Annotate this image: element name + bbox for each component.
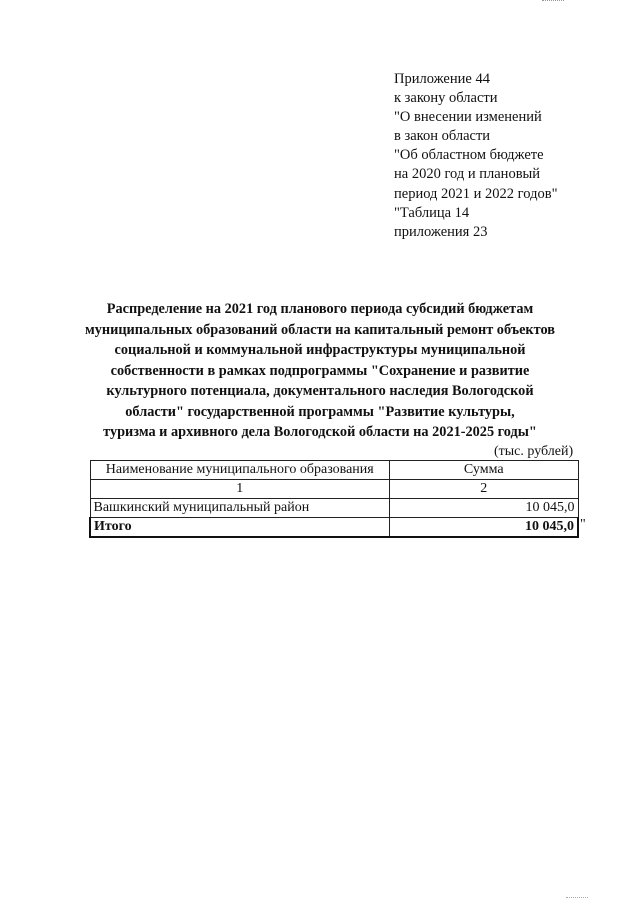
document-title [80,299,560,443]
header-amount: Сумма [390,461,579,480]
appendix-line: "О внесении изменений [394,109,542,126]
closing-quote: " [580,517,586,532]
title-line: области" государственной программы "Развитие культуры, [125,403,515,420]
column-number-row [90,480,578,499]
appendix-line: на 2020 год и плановый [394,166,541,183]
appendix-line: в закон области [394,128,491,145]
distribution-table [89,460,579,538]
appendix-line: к закону области [394,90,498,107]
column-number: 1 [90,480,390,499]
scan-mark-top [542,0,564,1]
appendix-reference [394,70,558,242]
amount-value: 10 045,0 [390,499,579,518]
appendix-line: приложения 23 [394,223,488,240]
column-number: 2 [390,480,579,499]
appendix-line: период 2021 и 2022 годов" [394,185,558,202]
appendix-line: "Таблица 14 [394,204,470,221]
title-line: социальной и коммунальной инфраструктуры муниципальной [114,342,526,358]
appendix-line: "Об областном бюджете [394,147,544,164]
table-row [90,499,578,518]
header-municipality: Наименование муниципального образования [90,461,390,480]
title-line: собственности в рамках подпрограммы "Сохранение и развитие [110,362,530,379]
total-amount: 10 045,0 [390,518,579,538]
title-line: муниципальных образований области на капитальный ремонт объектов [84,321,556,338]
title-line: туризма и архивного дела Вологодской области на 2021-2025 годы" [103,424,537,440]
municipality-name: Вашкинский муниципальный район [90,499,390,518]
table-header-row [90,461,578,480]
appendix-line: Приложение 44 [394,71,490,87]
units-label: (тыс. рублей) [494,444,574,459]
total-label: Итого [90,518,390,538]
scan-mark-bottom [566,897,588,901]
title-line: культурного потенциала, документального наследия Вологодской [106,383,534,399]
title-line: Распределение на 2021 год планового периода субсидий бюджетам [106,301,534,317]
total-row [90,518,578,538]
